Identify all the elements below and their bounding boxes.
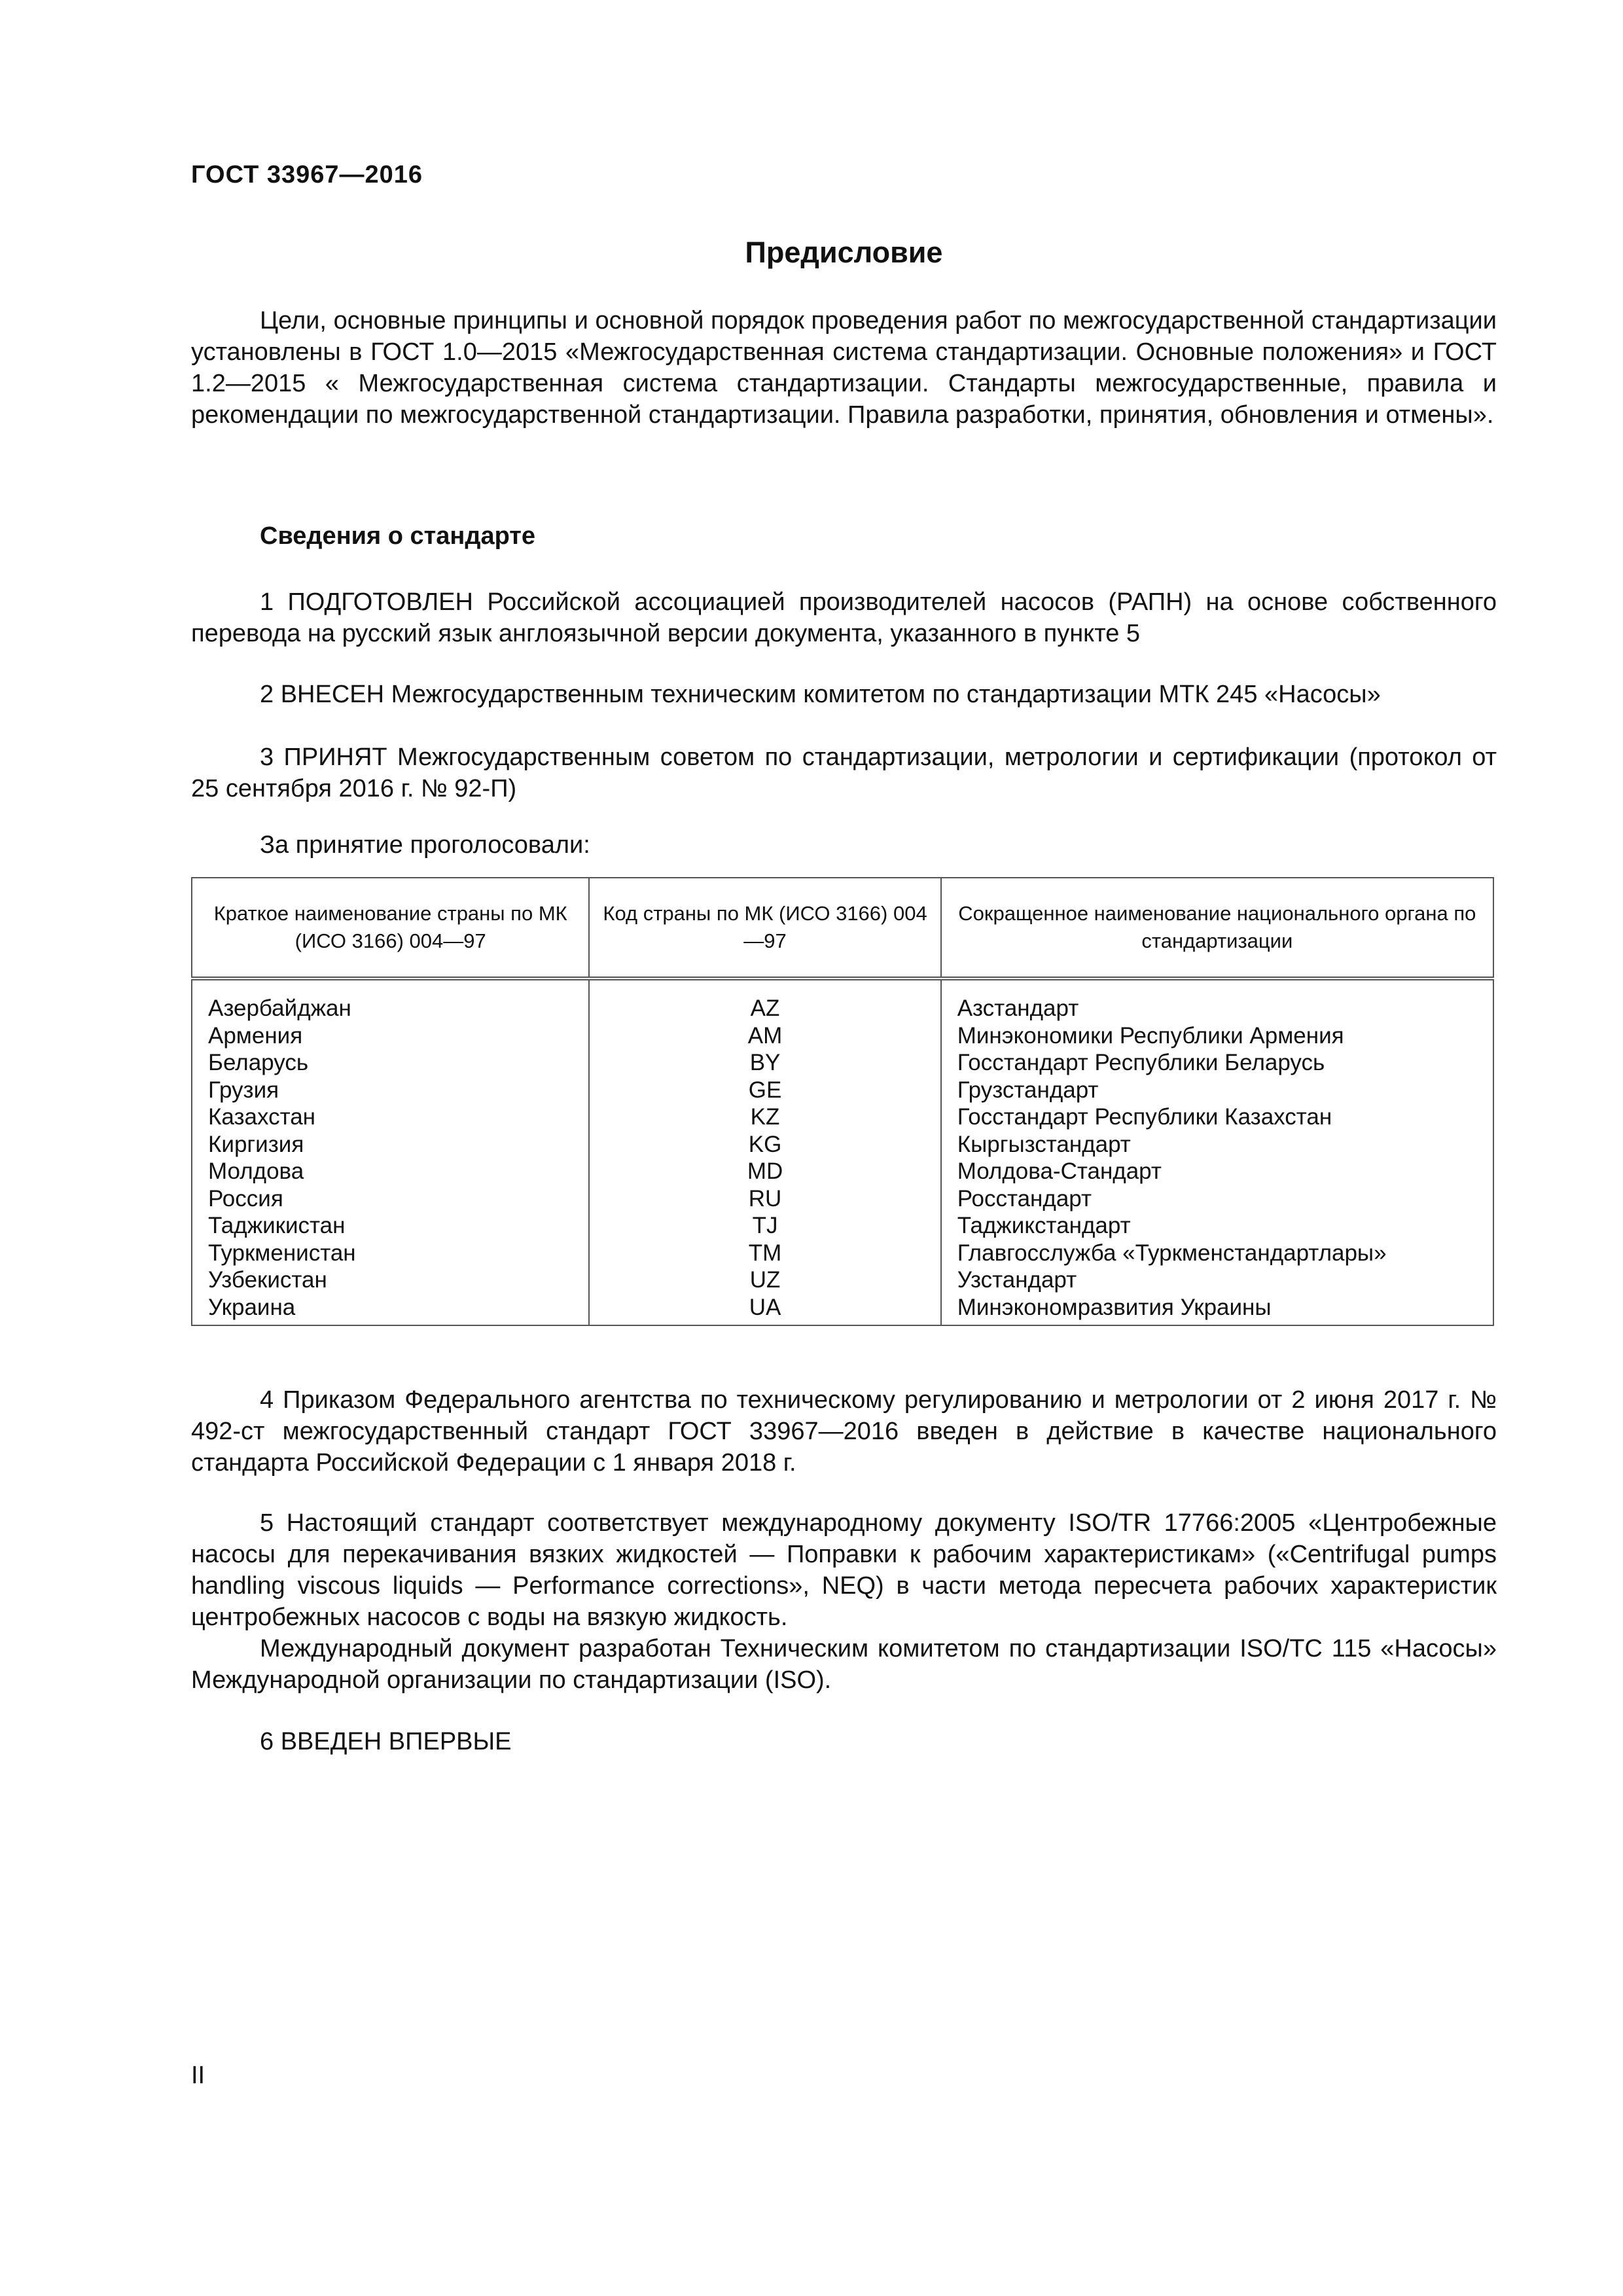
national-body: Госстандарт Республики Беларусь xyxy=(941,1049,1493,1077)
country-name: Украина xyxy=(192,1294,589,1326)
table-row xyxy=(192,978,1493,1022)
table-row xyxy=(192,1077,1493,1104)
table-header-row xyxy=(192,878,1493,978)
standard-info-heading: Сведения о стандарте xyxy=(260,522,536,550)
table-row xyxy=(192,1185,1493,1213)
table-row xyxy=(192,1131,1493,1158)
national-body: Узстандарт xyxy=(941,1266,1493,1294)
national-body: Кыргызстандарт xyxy=(941,1131,1493,1158)
national-body: Минэкономики Республики Армения xyxy=(941,1022,1493,1050)
column-header-country: Краткое наименование страны по МК (ИСО 3166) 004—97 xyxy=(192,878,589,978)
national-body: Главгосслужба «Туркменстандартлары» xyxy=(941,1240,1493,1267)
country-code: AM xyxy=(589,1022,940,1050)
document-header: ГОСТ 33967—2016 xyxy=(191,161,423,188)
table-row xyxy=(192,1212,1493,1240)
country-code: TM xyxy=(589,1240,940,1267)
country-name: Россия xyxy=(192,1185,589,1213)
foreword-paragraph: Цели, основные принципы и основной порядок проведения работ по межгосударственной стандартизации установлены в ГОСТ 1.0—2015 «Межгосударственная система стандартизации. Основные положения» и ГОСТ 1.2—2015 « Межгосударственная система стандартизации. Стандарты межгосударственные, правила и рекомендации по межгосударственной стандартизации. Правила разработки, принятия, обновления и отмены». xyxy=(191,307,1497,429)
table-row xyxy=(192,1240,1493,1267)
country-name: Молдова xyxy=(192,1158,589,1185)
item-5-international-doc: Международный документ разработан Техническим комитетом по стандартизации ISO/TC 115 «Насосы» Международной организации по стандартизации (ISO). xyxy=(191,1635,1497,1694)
national-body: Молдова-Стандарт xyxy=(941,1158,1493,1185)
country-code: MD xyxy=(589,1158,940,1185)
country-code: UZ xyxy=(589,1266,940,1294)
table-row xyxy=(192,1049,1493,1077)
national-body: Азстандарт xyxy=(941,978,1493,1022)
country-name: Армения xyxy=(192,1022,589,1050)
column-header-national-body: Сокращенное наименование национального органа по стандартизации xyxy=(941,878,1493,978)
national-body: Таджикстандарт xyxy=(941,1212,1493,1240)
country-name: Киргизия xyxy=(192,1131,589,1158)
item-4-enacted: 4 Приказом Федерального агентства по техническому регулированию и метрологии от 2 июня 2017 г. № 492-ст межгосударственный стандарт ГОСТ 33967—2016 введен в действие в качестве национального стандарта Российской Федерации с 1 января 2018 г. xyxy=(191,1386,1497,1477)
country-code: UA xyxy=(589,1294,940,1326)
country-code: KZ xyxy=(589,1103,940,1131)
item-6-first-introduced: 6 ВВЕДЕН ВПЕРВЫЕ xyxy=(260,1728,512,1755)
country-name: Беларусь xyxy=(192,1049,589,1077)
table-row xyxy=(192,1022,1493,1050)
table-row xyxy=(192,1266,1493,1294)
column-header-code: Код страны по МК (ИСО 3166) 004—97 xyxy=(589,878,940,978)
country-name: Казахстан xyxy=(192,1103,589,1131)
country-name: Таджикистан xyxy=(192,1212,589,1240)
table-row xyxy=(192,1103,1493,1131)
vote-label: За принятие проголосовали: xyxy=(260,831,590,859)
item-3-adopted: 3 ПРИНЯТ Межгосударственным советом по стандартизации, метрологии и сертификации (протокол от 25 сентября 2016 г. № 92-П) xyxy=(191,744,1497,802)
country-name: Узбекистан xyxy=(192,1266,589,1294)
item-2-introduced: 2 ВНЕСЕН Межгосударственным техническим комитетом по стандартизации МТК 245 «Насосы» xyxy=(260,681,1381,708)
national-body: Госстандарт Республики Казахстан xyxy=(941,1103,1493,1131)
item-5-conformity: 5 Настоящий стандарт соответствует международному документу ISO/TR 17766:2005 «Центробежные насосы для перекачивания вязких жидкостей — Поправки к рабочим характеристикам» («Centrifugal pumps handling viscous liquids — Performance corrections», NEQ) в части метода пересчета рабочих характеристик центробежных насосов с воды на вязкую жидкость. xyxy=(191,1509,1497,1631)
national-body: Минэкономразвития Украины xyxy=(941,1294,1493,1326)
voting-countries-table xyxy=(191,877,1494,1326)
table-row xyxy=(192,1158,1493,1185)
country-code: RU xyxy=(589,1185,940,1213)
national-body: Грузстандарт xyxy=(941,1077,1493,1104)
country-code: KG xyxy=(589,1131,940,1158)
foreword-title: Предисловие xyxy=(745,236,943,269)
national-body: Росстандарт xyxy=(941,1185,1493,1213)
country-name: Грузия xyxy=(192,1077,589,1104)
country-code: TJ xyxy=(589,1212,940,1240)
country-name: Туркменистан xyxy=(192,1240,589,1267)
country-code: AZ xyxy=(589,978,940,1022)
country-code: GE xyxy=(589,1077,940,1104)
table-row xyxy=(192,1294,1493,1326)
page-number: II xyxy=(191,2062,205,2089)
country-code: BY xyxy=(589,1049,940,1077)
item-1-prepared: 1 ПОДГОТОВЛЕН Российской ассоциацией производителей насосов (РАПН) на основе собственного перевода на русский язык англоязычной версии документа, указанного в пункте 5 xyxy=(191,588,1497,647)
country-name: Азербайджан xyxy=(192,978,589,1022)
